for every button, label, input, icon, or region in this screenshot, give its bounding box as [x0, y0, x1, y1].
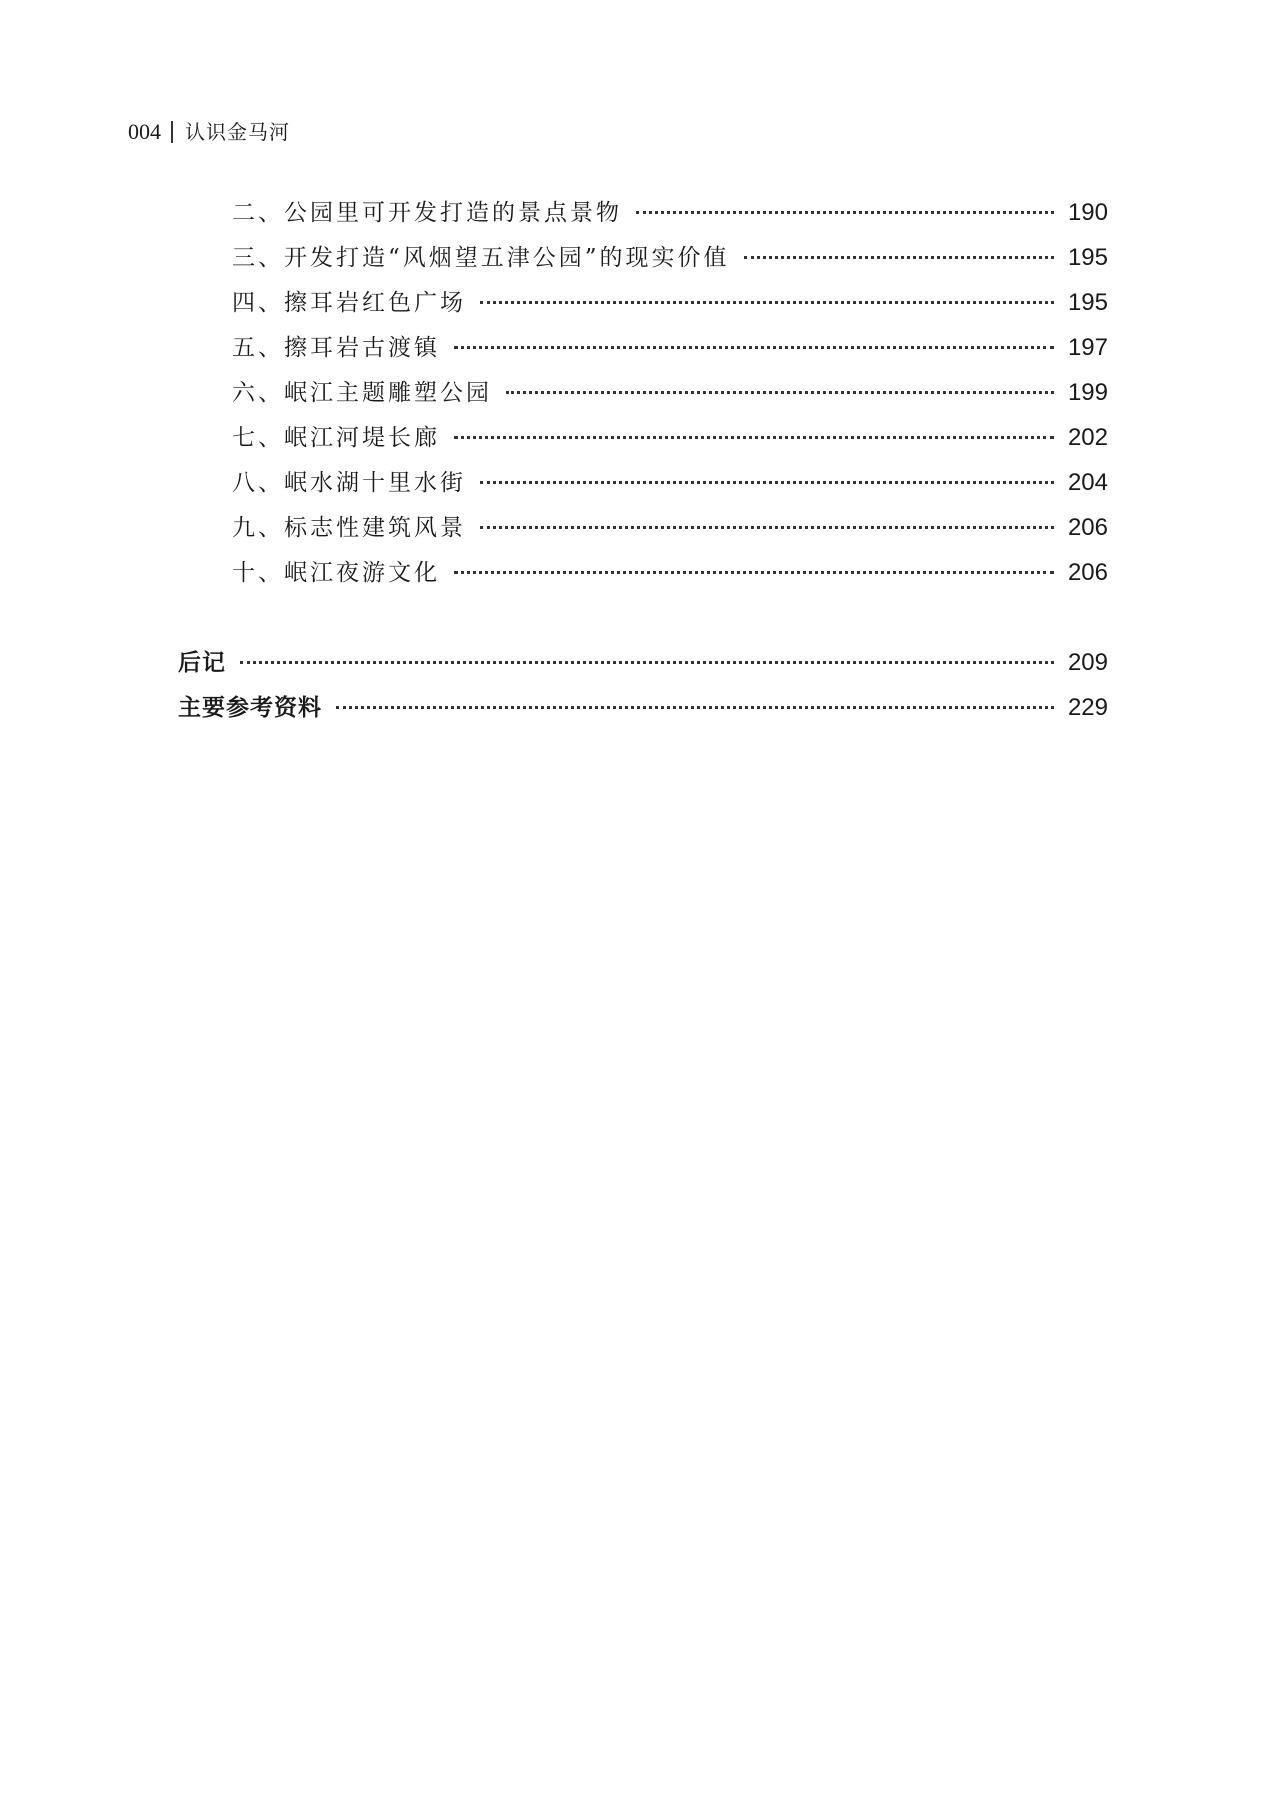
toc-entry-page: 195 — [1067, 289, 1108, 316]
toc-entry-title: 后记 — [178, 650, 226, 676]
toc-chapter-entry[interactable] — [178, 644, 1108, 676]
toc-chapter-entry[interactable] — [178, 689, 1108, 721]
toc-entry-title: 四、擦耳岩红色广场 — [232, 290, 466, 316]
dot-leader — [240, 661, 1054, 664]
dot-leader — [480, 481, 1054, 484]
toc-entry-page: 229 — [1067, 694, 1108, 721]
dot-leader — [454, 346, 1054, 349]
running-head — [128, 118, 290, 146]
header-separator — [171, 121, 173, 143]
book-title: 认识金马河 — [185, 120, 290, 144]
toc-entry[interactable] — [232, 374, 1108, 406]
toc-entry-page: 209 — [1067, 649, 1108, 676]
toc-entry[interactable] — [232, 419, 1108, 451]
toc-entry[interactable] — [232, 464, 1108, 496]
toc-entry-page: 190 — [1067, 199, 1108, 226]
toc-entry-title: 六、岷江主题雕塑公园 — [232, 380, 492, 406]
toc-entry-page: 204 — [1067, 469, 1108, 496]
toc-entry[interactable] — [232, 509, 1108, 541]
dot-leader — [744, 256, 1054, 259]
toc-entry[interactable] — [232, 284, 1108, 316]
dot-leader — [480, 301, 1054, 304]
toc-entry[interactable] — [232, 554, 1108, 586]
toc-entry-title: 五、擦耳岩古渡镇 — [232, 335, 440, 361]
toc-entry-page: 206 — [1067, 514, 1108, 541]
dot-leader — [454, 571, 1054, 574]
toc-entry-page: 199 — [1067, 379, 1108, 406]
toc-entry-page: 197 — [1067, 334, 1108, 361]
toc-entry[interactable] — [232, 239, 1108, 271]
dot-leader — [336, 706, 1054, 709]
toc-entry-title: 三、开发打造“风烟望五津公园”的现实价值 — [232, 245, 730, 271]
toc-entry-page: 206 — [1067, 559, 1108, 586]
toc-entry-title: 十、岷江夜游文化 — [232, 560, 440, 586]
toc-entry-page: 195 — [1067, 244, 1108, 271]
toc-entry-title: 主要参考资料 — [178, 695, 322, 721]
toc-entry-title: 八、岷水湖十里水街 — [232, 470, 466, 496]
dot-leader — [506, 391, 1054, 394]
page-number: 004 — [128, 119, 161, 144]
toc-entry-title: 七、岷江河堤长廊 — [232, 425, 440, 451]
toc-entry[interactable] — [232, 194, 1108, 226]
toc-entry-title: 九、标志性建筑风景 — [232, 515, 466, 541]
dot-leader — [480, 526, 1054, 529]
toc-entry-title: 二、公园里可开发打造的景点景物 — [232, 200, 622, 226]
dot-leader — [454, 436, 1054, 439]
toc-entry[interactable] — [232, 329, 1108, 361]
dot-leader — [636, 211, 1054, 214]
toc-entry-page: 202 — [1067, 424, 1108, 451]
